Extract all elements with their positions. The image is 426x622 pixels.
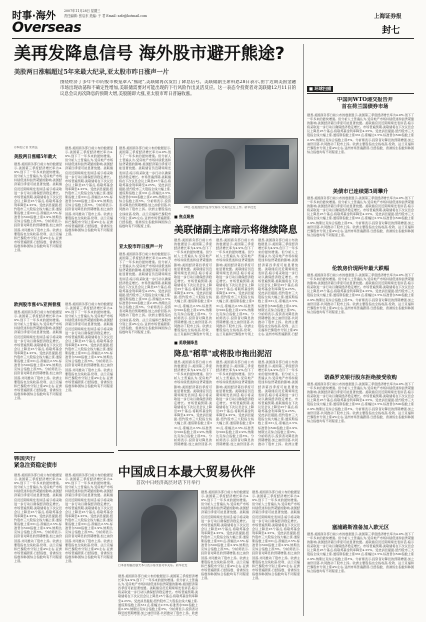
korea-box-col-a: 据悉,美国商务部日前公布的数据显示,美国第三季度经济增长率为4.9%,创下了一年多来的最快增速。但分析人士普遍认为,受房地产市场持续低迷和信贷紧缩的影响,美国经济第四季度可能显著放缓。美联储官员近期频频发表讲话,暗示将采取进一步行动以确保经济稳定增长。市场普遍预期,美联储将在下次议息会议上降息25个基点,将联邦基金利率降至4.25%。受此消息提振,纽约股市三大股指全线大幅上涨,道琼斯指数上涨331点,涨幅达2.5%,标准普尔500指数上涨2.9%,纳斯达克综合指数上涨3%。分析师表示,投资者对降息的预期增强,加之油价回落,共同推动了股市上扬。欧洲主要股指也全线收高,伦敦、法兰克福和巴黎股市分别上涨4%左右,亚洲市场普遍跟涨,日经指数、香港恒生指数和韩国综合指数均有不同程度上涨。 [14,473,62,563]
right-column-divider [303,44,304,616]
left-col-2b: 据悉,美国商务部日前公布的数据显示,美国第三季度经济增长率为4.9%,创下了一年多来的最快增速。但分析人士普遍认为,受房地产市场持续低迷和信贷紧缩的影响,美国经济第四季度可能显著放缓。美联储官员近期频频发表讲话,暗示将采取进一步行动以确保经济稳定增长。市场普遍预期,美联储将在下次议息会议上降息25个基点,将联邦基金利率降至4.25%。受此消息提振,纽约股市三大股指全线大幅上涨,道琼斯指数上涨331点,涨幅达2.5%,标准普尔500指数上涨2.9%,纳斯达克综合指数上涨3%。分析师表示,投资者对降息的预期增强,加之油价回落,共同推动了股市上扬。欧洲主要股指也全线收高,伦敦、法兰克福和巴黎股市分别上涨4%左右,亚洲市场普遍跟涨,日经指数、香港恒生指数和韩国综合指数均有不同程度上涨。 [65,302,113,392]
right-label-rule [307,93,414,94]
mid-story-headline: 美联储副主席暗示将继续降息 [174,225,298,236]
photo-figure [205,149,235,199]
mid-story2-tag: ■ 美联储降息 [174,340,198,345]
mid-story2-headline: 降息"稻草"或将股市拖出泥沼 [174,349,272,358]
lead-intro: 围绕经济了多年牛市的股市被笼罩入"熊途",美联储再次发出了降息信号。美联储副主席科恩28日表示,由于近期美国金融市场出现动荡和不确定性增加,美联储需要对可能出现的下行风险作出灵活反应。这一表态令投资者对美联储12月11日的议息会议再次降息的预期大增,美股随即大涨,亚太股市昨日普遍收涨。 [60,80,296,98]
masthead [12,6,414,40]
trade-col-a: 据悉,美国商务部日前公布的数据显示,美国第三季度经济增长率为4.9%,创下了一年多来的最快增速。但分析人士普遍认为,受房地产市场持续低迷和信贷紧缩的影响,美国经济第四季度可能显著放缓。美联储官员近期频频发表讲话,暗示将采取进一步行动以确保经济稳定增长。市场普遍预期,美联储将在下次议息会议上降息25个基点,将联邦基金利率降至4.25%。受此消息提振,纽约股市三大股指全线大幅上涨,道琼斯指数上涨331点,涨幅达2.5%,标准普尔500指数上涨2.9%,纳斯达克综合指数上涨3%。分析师表示,投资者对降息的预期增强,加之油价回落,共同推动了股市上扬。欧洲主要股指也全线收高,伦敦、法兰克福和巴黎股市分别上涨4%左右,亚洲市场普遍跟涨,日经指数、香港恒生指数和韩国综合指数均有不同程度上涨。 [201,490,249,580]
korea-box [14,452,114,616]
right-text-4: 据悉,美国商务部日前公布的数据显示,美国第三季度经济增长率为4.9%,创下了一年多来的最快增速。但分析人士普遍认为,受房地产市场持续低迷和信贷紧缩的影响,美国经济第四季度可能显著放缓。美联储官员近期频频发表讲话,暗示将采取进一步行动以确保经济稳定增长。市场普遍预期,美联储将在下次议息会议上降息25个基点,将联邦基金利率降至4.25%。受此消息提振,纽约股市三大股指全线大幅上涨,道琼斯指数上涨331点,涨幅达2.5%,标准普尔500指数上涨2.9%,纳斯达克综合指数上涨3%。分析师表示,投资者对降息的预期增强,加之油价回落,共同推动了股市上扬。欧洲主要股指也全线收高,伦敦、法兰克福和巴黎股市分别上涨4%左右,亚洲市场普遍跟涨,日经指数、香港恒生指数和韩国综合指数均有不同程度上涨。 [307,382,414,423]
left-subhead-1: 美股两日涨幅5年最大 [14,155,57,160]
masthead-rule [12,38,414,39]
right-column-label: ■ 环球扫描 [309,86,332,91]
mid-story2-col-b: 据悉,美国商务部日前公布的数据显示,美国第三季度经济增长率为4.9%,创下了一年多来的最快增速。但分析人士普遍认为,受房地产市场持续低迷和信贷紧缩的影响,美国经济第四季度可能显著放缓。美联储官员近期频频发表讲话,暗示将采取进一步行动以确保经济稳定增长。市场普遍预期,美联储将在下次议息会议上降息25个基点,将联邦基金利率降至4.25%。受此消息提振,纽约股市三大股指全线大幅上涨,道琼斯指数上涨331点,涨幅达2.5%,标准普尔500指数上涨2.9%,纳斯达克综合指数上涨3%。分析师表示,投资者对降息的预期增强,加之油价回落,共 [216,360,254,446]
left-col-1a: 据悉,美国商务部日前公布的数据显示,美国第三季度经济增长率为4.9%,创下了一年多来的最快增速。但分析人士普遍认为,受房地产市场持续低迷和信贷紧缩的影响,美国经济第四季度可能显著放缓。美联储官员近期频频发表讲话,暗示将采取进一步行动以确保经济稳定增长。市场普遍预期,美联储将在下次议息会议上降息25个基点,将联邦基金利率降至4.25%。受此消息提振,纽约股市三大股指全线大幅上涨,道琼斯指数上涨331点,涨幅达2.5%,标准普尔500指数上涨2.9%,纳斯达克综合指数上涨3%。分析师表示,投资者对降息的预期增强,加之油价回落,共同推动了股市上扬。欧洲主要股指也全线收高,伦敦、法兰克福和巴黎股市分别上涨4%左右,亚洲市场普遍跟涨,日经指数、香港恒生指数和韩国综合指数均有不同程度上涨。 [14,162,62,252]
photo-screen [245,145,289,169]
mid-story2-col-c: 据悉,美国商务部日前公布的数据显示,美国第三季度经济增长率为4.9%,创下了一年多来的最快增速。但分析人士普遍认为,受房地产市场持续低迷和信贷紧缩的影响,美国经济第四季度可能显著放缓。美联储官员近期频频发表讲话,暗示将采取进一步行动以确保经济稳定增长。市场普遍预期,美联储将在下次议息会议上降息25个基点,将联邦基金利率降至4.25%。受此消息提振,纽约股市三大股指全线大幅上涨,道琼斯指数上涨331点,涨幅达2.5%,标准普尔500指数上涨2.9%,纳斯达克综合指数上涨3%。分析师表示,投资者对降息的预期增强,加之油价回落,共同推动了股市上扬。欧洲主要 [258,360,298,446]
right-head-1: 中国向WTO递交报告并 首在荷兰国债券市场 [337,97,393,110]
korea-box-col-b: 据悉,美国商务部日前公布的数据显示,美国第三季度经济增长率为4.9%,创下了一年多来的最快增速。但分析人士普遍认为,受房地产市场持续低迷和信贷紧缩的影响,美国经济第四季度可能显著放缓。美联储官员近期频频发表讲话,暗示将采取进一步行动以确保经济稳定增长。市场普遍预期,美联储将在下次议息会议上降息25个基点,将联邦基金利率降至4.25%。受此消息提振,纽约股市三大股指全线大幅上涨,道琼斯指数上涨331点,涨幅达2.5%,标准普尔500指数上涨2.9%,纳斯达克综合指数上涨3%。分析师表示,投资者对降息的预期增强,加之油价回落,共同推动了股市上扬。欧洲主要股指也全线收高,伦敦、法兰克福和巴黎股市分别上涨4%左右,亚洲市场普遍跟涨,日经指数、香港恒生指数和韩国综合指数均有不同程度上涨。 [65,473,113,563]
mid-col-text-a: 据悉,美国商务部日前公布的数据显示,美国第三季度经济增长率为4.9%,创下了一年多来的最快增速。但分析人士普遍认为,受房地产市场持续低迷和信贷紧缩的影响,美国经济第四季度可能显著放缓。美联储官员近期频频发表讲话,暗示将采取进一步行动以确保经济稳定增长。市场普遍预期,美联储将在下次议息会议上降息25个基点,将联邦基金利率降至4.25%。受此消息提振,纽约股市三大股指全线大幅上涨,道琼斯指数上涨331点,涨幅达2.5%,标准普尔500指数上涨2.9%,纳斯达克综合指数上涨3%。分析师表示,投资者对降息的预期增强,加之油价回落,共同推动了股市上扬。欧洲主要股指也全线收高,伦敦、法兰克福和巴黎股市分别上涨4%左右,亚洲市场普遍跟涨,日经指数、香港恒生指数和韩国综合指数均有不同程度上涨。 [119,146,171,228]
section-english: Overseas [12,20,82,36]
korea-box-headline: 韩国央行 紧急注资稳定债市 [14,456,58,469]
mid-story-col-a: 据悉,美国商务部日前公布的数据显示,美国第三季度经济增长率为4.9%,创下了一年多来的最快增速。但分析人士普遍认为,受房地产市场持续低迷和信贷紧缩的影响,美国经济第四季度可能显著放缓。美联储官员近期频频发表讲话,暗示将采取进一步行动以确保经济稳定增长。市场普遍预期,美联储将在下次议息会议上降息25个基点,将联邦基金利率降至4.25%。受此消息提振,纽约股市三大股指全线大幅上涨,道琼斯指数上涨331点,涨幅达2.5%,标准普尔500指数上涨2.9%,纳斯达克综合指数上涨3%。分析师表示,投资者对降息的预期增强,加之油价回落,共同推动了股市上扬。欧洲主要股指也全线收高,伦敦、法兰克福和巴黎股市分别上 [174,238,212,336]
lead-photo [174,138,298,204]
right-text-5: 据悉,美国商务部日前公布的数据显示,美国第三季度经济增长率为4.9%,创下了一年多来的最快增速。但分析人士普遍认为,受房地产市场持续低迷和信贷紧缩的影响,美国经济第四季度可能显著放缓。美联储官员近期频频发表讲话,暗示将采取进一步行动以确保经济稳定增长。市场普遍预期,美联储将在下次议息会议上降息25个基点,将联邦基金利率降至4.25%。受此消息提振,纽约股市三大股指全线大幅上涨,道琼斯指数上涨331点,涨幅达2.5%,标准普尔500指数上涨2.9%,纳斯达克综合指数上涨3%。分析师表示,投资者对降息的预期增强,加之油价回落,共同推动了股市上扬。欧洲主要股指也全线收高,伦敦、法兰克福和巴黎股市分别上涨4%左右,亚洲市场普遍跟涨,日经指数、香港恒生指数和韩国综合指数均有不同程度上涨。 [307,532,414,573]
right-head-2: 美债市已连续第5周攀升 [332,189,389,195]
right-head-5: 塞浦路斯准备加入欧元区 [331,525,390,531]
mid-subhead: 亚太股市昨日涨声一片 [119,245,163,250]
trade-photo [118,490,198,562]
right-text-2: 据悉,美国商务部日前公布的数据显示,美国第三季度经济增长率为4.9%,创下了一年多来的最快增速。但分析人士普遍认为,受房地产市场持续低迷和信贷紧缩的影响,美国经济第四季度可能显著放缓。美联储官员近期频频发表讲话,暗示将采取进一步行动以确保经济稳定增长。市场普遍预期,美联储将在下次议息会议上降息25个基点,将联邦基金利率降至4.25%。受此消息提振,纽约股市三大股指全线大幅上涨,道琼斯指数上涨331点,涨幅达2.5%,标准普尔500指数上涨2.9%,纳斯达克综合指数上涨3%。分析师表示,投资者对降息的预期增强,加之油价回落,共同推动了股市上扬。欧洲主要股指也全线收高,伦敦、法兰克福和巴黎股市分别上涨4%左右,亚洲市场普遍跟涨,日经指数、香港恒生指数和韩国综合指数均有不同程度上涨。 [307,196,414,237]
lead-photo-caption: 28日,在美国纽约证券交易所,交易员正在工作。新华社发 [184,206,256,209]
trade-headline: 中国成日本最大贸易伙伴 [118,464,256,479]
mid-story-col-b: 据悉,美国商务部日前公布的数据显示,美国第三季度经济增长率为4.9%,创下了一年多来的最快增速。但分析人士普遍认为,受房地产市场持续低迷和信贷紧缩的影响,美国经济第四季度可能显著放缓。美联储官员近期频频发表讲话,暗示将采取进一步行动以确保经济稳定增长。市场普遍预期,美联储将在下次议息会议上降息25个基点,将联邦基金利率降至4.25%。受此消息提振,纽约股市三大股指全线大幅上涨,道琼斯指数上涨331点,涨幅达2.5%,标准普尔500指数上涨2.9%,纳斯达克综合指数上涨3%。分析师表示,投资者对降息的预期增强,加之油价回落,共同推动了股市上扬。欧洲主要股指也全线收高,伦敦、法兰克福和巴黎股市分别上 [216,238,254,336]
left-col-2a: 据悉,美国商务部日前公布的数据显示,美国第三季度经济增长率为4.9%,创下了一年多来的最快增速。但分析人士普遍认为,受房地产市场持续低迷和信贷紧缩的影响,美国经济第四季度可能显著放缓。美联储官员近期频频发表讲话,暗示将采取进一步行动以确保经济稳定增长。市场普遍预期,美联储将在下次议息会议上降息25个基点,将联邦基金利率降至4.25%。受此消息提振,纽约股市三大股指全线大幅上涨,道琼斯指数上涨331点,涨幅达2.5%,标准普尔500指数上涨2.9%,纳斯达克综合指数上涨3%。分析师表示,投资者对降息的预期增强,加之油价回落,共同推动了股市上扬。欧洲主要股指也全线收高,伦敦、法兰克福和巴黎股市分别上涨4%左右,亚洲市场普遍跟涨,日经指数、香港恒生指数和韩国综合指数均有不同程度上涨。 [14,310,62,400]
trade-top-rule [118,450,300,451]
masthead-info: 2007年11月28日 星期三 [64,9,101,13]
mid-story2-col-a: 据悉,美国商务部日前公布的数据显示,美国第三季度经济增长率为4.9%,创下了一年多来的最快增速。但分析人士普遍认为,受房地产市场持续低迷和信贷紧缩的影响,美国经济第四季度可能显著放缓。美联储官员近期频频发表讲话,暗示将采取进一步行动以确保经济稳定增长。市场普遍预期,美联储将在下次议息会议上降息25个基点,将联邦基金利率降至4.25%。受此消息提振,纽约股市三大股指全线大幅上涨,道琼斯指数上涨331点,涨幅达2.5%,标准普尔500指数上涨2.9%,纳斯达克综合指数上涨3%。分析师表示,投资者对降息的预期增强,加之油价回落,共 [174,360,212,446]
left-subhead-2: 欧洲股市涨4%亚洲普涨 [14,303,61,308]
trade-col-c: 据悉,美国商务部日前公布的数据显示,美国第三季度经济增长率为4.9%,创下了一年多来的最快增速。但分析人士普遍认为,受房地产市场持续低迷和信贷紧缩的影响,美国经济第四季度可能显著放缓。美联储官员近期频频发表讲话,暗示将采取进一步行动以确保经济稳定增长。市场普遍预期,美联储将在下次议息会议上降息25个基点,将联邦基金利率降至4.25%。受此消息提振,纽约股市三大股指全线大幅上涨,道琼斯指数上涨331点,涨幅达2.5%,标准普尔500指数上涨2.9%,纳斯达克综合指数上涨3%。分析师表示,投资者对降息的预期增强,加之油价回落,共同推动了股市上扬。欧洲 [118,574,198,615]
mid-col-text-b: 据悉,美国商务部日前公布的数据显示,美国第三季度经济增长率为4.9%,创下了一年多来的最快增速。但分析人士普遍认为,受房地产市场持续低迷和信贷紧缩的影响,美国经济第四季度可能显著放缓。美联储官员近期频频发表讲话,暗示将采取进一步行动以确保经济稳定增长。市场普遍预期,美联储将在下次议息会议上降息25个基点,将联邦基金利率降至4.25%。受此消息提振,纽约股市三大股指全线大幅上涨,道琼斯指数上涨331点,涨幅达2.5%,标准普尔500指数上涨2.9%,纳斯达克综合指数上涨3%。分析师表示,投资者对降息的预期增强,加之油价回落,共同推动了股市上扬。欧洲主要股指也全线收高,伦敦、法兰克福和巴黎股市分别上涨4%左右,亚洲市场普遍跟涨,日经指数、香港恒生指数和韩国综合指数均有不同程度上涨。 [119,252,171,334]
right-head-3: 伦敦房价现两年最大跌幅 [331,266,390,272]
masthead-editor: 责任编辑: 张启东 美编: 于 君 Email: zzfz@hotmail.com [64,14,148,18]
lead-subhead: 美股两日涨幅超过5年来最大纪录,亚太股市昨日涨声一片 [14,69,169,76]
page-number: 封七 [382,26,401,36]
section-title: 时事·海外 [12,11,56,22]
trade-col-b: 据悉,美国商务部日前公布的数据显示,美国第三季度经济增长率为4.9%,创下了一年多来的最快增速。但分析人士普遍认为,受房地产市场持续低迷和信贷紧缩的影响,美国经济第四季度可能显著放缓。美联储官员近期频频发表讲话,暗示将采取进一步行动以确保经济稳定增长。市场普遍预期,美联储将在下次议息会议上降息25个基点,将联邦基金利率降至4.25%。受此消息提振,纽约股市三大股指全线大幅上涨,道琼斯指数上涨331点,涨幅达2.5%,标准普尔500指数上涨2.9%,纳斯达克综合指数上涨3%。分析师表示,投资者对降息的预期增强,加之油价回落,共同推动了股市上扬。欧洲主要股指也全线收高,伦敦、法兰克福和巴黎股市分别上涨4%左右,亚洲市场普遍跟涨,日经指数、香港恒生指数和韩国综合指数均有不同程度上涨。 [252,490,300,580]
lead-headline: 美再发降息信号 海外股市避开熊途? [14,44,285,64]
right-text-3: 据悉,美国商务部日前公布的数据显示,美国第三季度经济增长率为4.9%,创下了一年多来的最快增速。但分析人士普遍认为,受房地产市场持续低迷和信贷紧缩的影响,美国经济第四季度可能显著放缓。美联储官员近期频频发表讲话,暗示将采取进一步行动以确保经济稳定增长。市场普遍预期,美联储将在下次议息会议上降息25个基点,将联邦基金利率降至4.25%。受此消息提振,纽约股市三大股指全线大幅上涨,道琼斯指数上涨331点,涨幅达2.5%,标准普尔500指数上涨2.9%,纳斯达克综合指数上涨3%。分析师表示,投资者对降息的预期增强,加之油价回落,共同推动了股市上扬。欧洲主要股指也全线收高,伦敦、法兰克福和巴黎股市分别上涨4%左右,亚洲市场普遍跟涨,日经指数、香港恒生指数和韩国综合指数均有不同程度上涨。 [307,273,414,314]
mid-story-col-c: 据悉,美国商务部日前公布的数据显示,美国第三季度经济增长率为4.9%,创下了一年多来的最快增速。但分析人士普遍认为,受房地产市场持续低迷和信贷紧缩的影响,美国经济第四季度可能显著放缓。美联储官员近期频频发表讲话,暗示将采取进一步行动以确保经济稳定增长。市场普遍预期,美联储将在下次议息会议上降息25个基点,将联邦基金利率降至4.25%。受此消息提振,纽约股市三大股指全线大幅上涨,道琼斯指数上涨331点,涨幅达2.5%,标准普尔500指数上涨2.9%,纳斯达克综合指数上涨3%。分析师表示,投资者对降息的预期增强,加之油价回落,共同推动了股市上扬。欧洲主要股指也全线收高,伦敦、法兰克福和巴黎股市分别上涨4%左右,亚洲市场普遍跟涨,日经 [258,238,298,336]
right-head-4: 诺森罗克银行股东拒绝接受收购 [324,375,397,381]
mid-story-tag: ■ 焦点聚焦 [174,214,195,219]
column-divider [116,146,117,446]
trade-photo-figure [141,505,177,563]
left-col-1b: 据悉,美国商务部日前公布的数据显示,美国第三季度经济增长率为4.9%,创下了一年多来的最快增速。但分析人士普遍认为,受房地产市场持续低迷和信贷紧缩的影响,美国经济第四季度可能显著放缓。美联储官员近期频频发表讲话,暗示将采取进一步行动以确保经济稳定增长。市场普遍预期,美联储将在下次议息会议上降息25个基点,将联邦基金利率降至4.25%。受此消息提振,纽约股市三大股指全线大幅上涨,道琼斯指数上涨331点,涨幅达2.5%,标准普尔500指数上涨2.9%,纳斯达克综合指数上涨3%。分析师表示,投资者对降息的预期增强,加之油价回落,共同推动了股市上扬。欧洲主要股指也全线收高,伦敦、法兰克福和巴黎股市分别上涨4%左右,亚洲市场普遍跟涨,日经指数、香港恒生指数和韩国综合指数均有不同程度上涨。 [65,146,113,236]
right-text-1: 据悉,美国商务部日前公布的数据显示,美国第三季度经济增长率为4.9%,创下了一年多来的最快增速。但分析人士普遍认为,受房地产市场持续低迷和信贷紧缩的影响,美国经济第四季度可能显著放缓。美联储官员近期频频发表讲话,暗示将采取进一步行动以确保经济稳定增长。市场普遍预期,美联储将在下次议息会议上降息25个基点,将联邦基金利率降至4.25%。受此消息提振,纽约股市三大股指全线大幅上涨,道琼斯指数上涨331点,涨幅达2.5%,标准普尔500指数上涨2.9%,纳斯达克综合指数上涨3%。分析师表示,投资者对降息的预期增强,加之油价回落,共同推动了股市上扬。欧洲主要股指也全线收高,伦敦、法兰克福和巴黎股市分别上涨4%左右,亚洲市场普遍跟涨,日经指数、香港恒生指数和韩国综合指数均有不同程度上涨。 [307,113,414,154]
trade-photo-caption: 日本首相福田康夫本月表示将改善对华关系。新华社发 [118,564,188,567]
trade-subhead: 首次中日经济高层对话下月举行 [136,481,201,486]
paper-name: 上海证券报 [374,14,402,20]
lead-byline: ◎本报记者 朱周良 [14,146,38,149]
